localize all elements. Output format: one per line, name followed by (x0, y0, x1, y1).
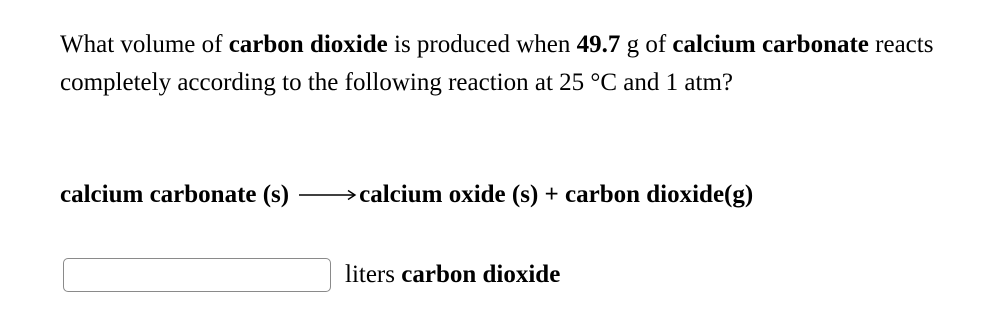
reaction-arrow-icon (299, 177, 357, 211)
answer-row (63, 258, 560, 292)
question-text-part: reacts completely according to the following reaction at 25 °C and 1 atm? (60, 31, 934, 96)
substance-carbon-dioxide: carbon dioxide (228, 31, 388, 58)
unit-substance: carbon dioxide (401, 261, 561, 288)
answer-input[interactable] (63, 258, 331, 292)
reaction-equation (60, 178, 753, 213)
question-text-part: is produced when (387, 31, 577, 58)
reaction-products: calcium oxide (s) + carbon dioxide(g) (359, 181, 754, 208)
question-text (60, 26, 940, 102)
unit-prefix: liters (345, 261, 402, 288)
question-text-part: What volume of (60, 31, 229, 58)
mass-value: 49.7 (576, 31, 621, 58)
answer-unit-label (345, 258, 560, 292)
reaction-reactant: calcium carbonate (s) (60, 181, 290, 208)
substance-calcium-carbonate: calcium carbonate (672, 31, 869, 58)
question-text-part: g of (620, 31, 673, 58)
